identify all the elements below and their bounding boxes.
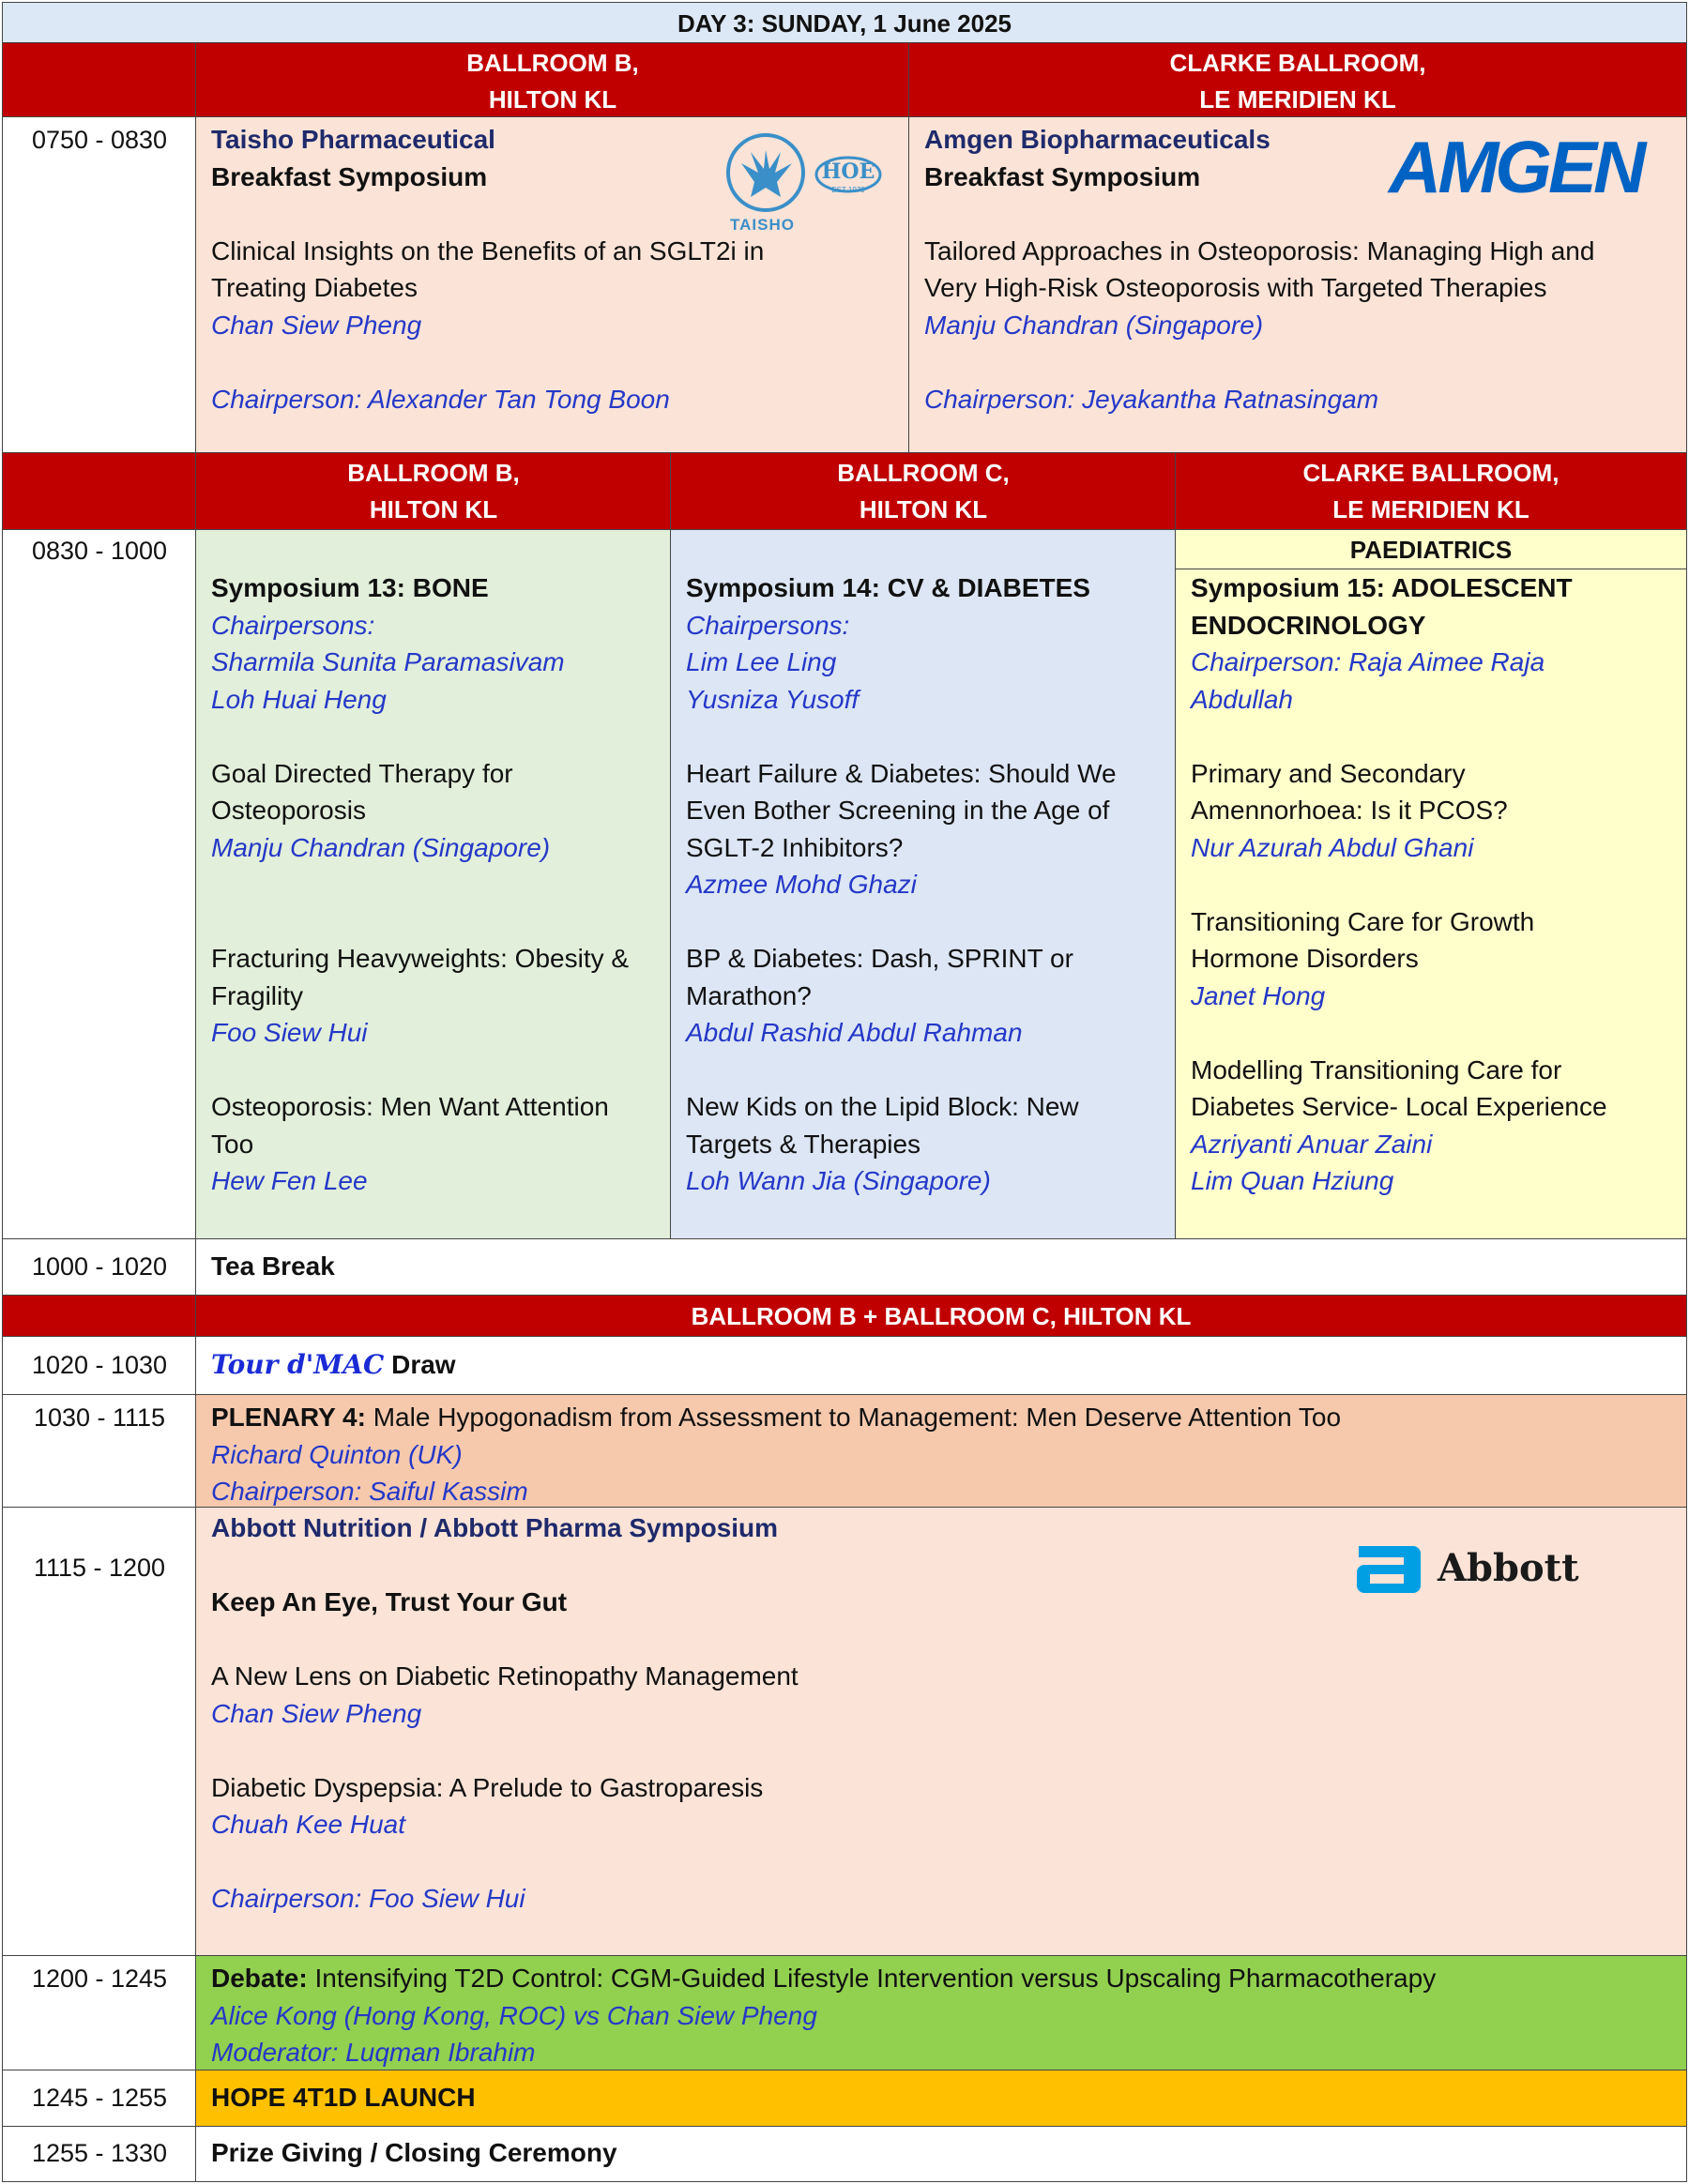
chairperson: Chairperson: Raja Aimee Raja	[1191, 647, 1545, 676]
track-label: PAEDIATRICS	[1349, 536, 1513, 564]
venue-line: CLARKE BALLROOM,	[1302, 459, 1560, 487]
talk-title: BP & Diabetes: Dash, SPRINT or	[686, 944, 1073, 973]
chairperson: Sharmila Sunita Paramasivam	[211, 647, 565, 676]
taisho-logo	[723, 131, 816, 236]
talk-title: Heart Failure & Diabetes: Should We	[686, 758, 1117, 788]
taisho-eagle-icon	[723, 131, 809, 218]
talk-title: Amennorhoea: Is it PCOS?	[1191, 796, 1508, 825]
speaker-name: Nur Azurah Abdul Ghani	[1191, 832, 1474, 862]
venue-header-clarke	[908, 42, 1687, 118]
talk-title: Very High-Risk Osteoporosis with Targeted Therapies	[924, 273, 1547, 302]
speaker-name: Hew Fen Lee	[211, 1166, 368, 1195]
chairperson: Loh Huai Heng	[211, 684, 387, 714]
amgen-logo: AMGEN	[1389, 126, 1643, 208]
speaker-name: Lim Quan Hziung	[1191, 1166, 1394, 1195]
talk-title: Primary and Secondary	[1191, 758, 1466, 788]
venue-header-combined	[195, 1295, 1687, 1338]
debate-label: Debate:	[211, 1964, 308, 1993]
venue-header-blank	[2, 452, 197, 531]
chairperson: Lim Lee Ling	[686, 647, 837, 676]
speaker-name: Richard Quinton (UK)	[211, 1439, 463, 1469]
symposium-14-cv-diabetes	[670, 529, 1177, 1240]
talk-title: Clinical Insights on the Benefits of an SGLT2i in	[211, 235, 765, 265]
tea-break	[195, 1238, 1687, 1297]
chairperson: Yusniza Yusoff	[686, 684, 860, 714]
time-label: 1115 - 1200	[33, 1554, 166, 1582]
talk-title: Transitioning Care for Growth	[1191, 906, 1535, 936]
time-0830	[2, 529, 197, 1240]
hoe-logo-sub: EST 1979	[831, 186, 865, 194]
talk-title: Even Bother Screening in the Age of	[686, 796, 1110, 825]
plenary-title: Male Hypogonadism from Assessment to Management: Men Deserve Attention Too	[373, 1403, 1342, 1432]
venue-line: CLARKE BALLROOM,	[1169, 49, 1426, 77]
draw-label: Draw	[391, 1350, 456, 1379]
speaker-name: Janet Hong	[1191, 980, 1326, 1010]
hope-label: HOPE 4T1D LAUNCH	[211, 2083, 476, 2112]
venue-header-blank	[2, 1295, 197, 1338]
venue-line: LE MERIDIEN KL	[1332, 495, 1529, 523]
plenary-label: PLENARY 4:	[211, 1403, 366, 1432]
talk-title: Modelling Transitioning Care for	[1191, 1054, 1562, 1084]
speaker-name: Manju Chandran (Singapore)	[211, 832, 551, 862]
hoe-logo	[813, 154, 884, 199]
venue-line: BALLROOM B,	[466, 49, 639, 77]
talk-title: Diabetes Service- Local Experience	[1191, 1092, 1607, 1121]
venue-header-blank	[2, 42, 197, 118]
session-type: Breakfast Symposium	[924, 161, 1201, 191]
speaker-name: Manju Chandran (Singapore)	[924, 310, 1264, 340]
venue-header-ballroom-c	[670, 452, 1177, 531]
tea-break-label: Tea Break	[211, 1251, 335, 1281]
venue-line: LE MERIDIEN KL	[1199, 85, 1396, 114]
talk-title: Fracturing Heavyweights: Obesity &	[211, 944, 630, 973]
speaker-name: Chuah Kee Huat	[211, 1810, 406, 1839]
hoe-logo-text: HOE	[821, 159, 875, 184]
session-type: Breakfast Symposium	[211, 161, 488, 191]
symposium-title: ENDOCRINOLOGY	[1191, 610, 1426, 640]
talk-title: Marathon?	[686, 980, 812, 1010]
time-label: 0830 - 1000	[31, 537, 168, 565]
talk-title: A New Lens on Diabetic Retinopathy Management	[211, 1661, 799, 1691]
chairpersons-label: Chairpersons:	[686, 610, 850, 640]
sponsor-name: Taisho Pharmaceutical	[211, 125, 495, 154]
session-theme: Keep An Eye, Trust Your Gut	[211, 1587, 568, 1616]
time-label: 1255 - 1330	[31, 2139, 168, 2167]
venue-line: BALLROOM B + BALLROOM C, HILTON KL	[691, 1302, 1192, 1330]
chairperson: Chairperson: Foo Siew Hui	[211, 1884, 525, 1913]
venue-header-ballroom-b	[195, 452, 672, 531]
tour-dmac-draw	[195, 1336, 1687, 1396]
abbott-logo-text: Abbott	[1438, 1546, 1579, 1590]
speaker-name: Chan Siew Pheng	[211, 1698, 422, 1728]
debate	[195, 1955, 1687, 2071]
time-label: 1000 - 1020	[31, 1252, 168, 1281]
time-1115	[2, 1507, 197, 1957]
symposium-15-adolescent-endocrinology	[1175, 569, 1687, 1240]
talk-title: Osteoporosis	[211, 796, 366, 825]
talk-title: Osteoporosis: Men Want Attention	[211, 1092, 609, 1121]
talk-title: Treating Diabetes	[211, 273, 418, 302]
time-label: 1020 - 1030	[31, 1351, 168, 1379]
chairperson: Chairperson: Jeyakantha Ratnasingam	[924, 384, 1379, 414]
time-1255	[2, 2126, 197, 2182]
speaker-name: Chan Siew Pheng	[211, 310, 422, 340]
sponsor-name: Abbott Nutrition / Abbott Pharma Symposium	[211, 1513, 779, 1542]
talk-title: Targets & Therapies	[686, 1129, 921, 1159]
time-1245	[2, 2070, 197, 2128]
time-label: 1245 - 1255	[31, 2084, 168, 2112]
time-1020	[2, 1336, 197, 1396]
speaker-name: Azmee Mohd Ghazi	[686, 870, 917, 899]
moderator: Moderator: Luqman Ibrahim	[211, 2038, 536, 2067]
talk-title: Goal Directed Therapy for	[211, 758, 513, 788]
time-label: 1200 - 1245	[31, 1964, 168, 1993]
time-1000	[2, 1238, 197, 1297]
speaker-name: Loh Wann Jia (Singapore)	[686, 1166, 991, 1195]
day-header-text: DAY 3: SUNDAY, 1 June 2025	[677, 9, 1012, 38]
sponsor-name: Amgen Biopharmaceuticals	[924, 125, 1271, 154]
day-header	[2, 2, 1687, 43]
time-label: 1030 - 1115	[33, 1403, 166, 1432]
chairpersons-label: Chairpersons:	[211, 610, 375, 640]
talk-title: Fragility	[211, 980, 304, 1010]
closing-label: Prize Giving / Closing Ceremony	[211, 2138, 617, 2167]
chairperson: Chairperson: Saiful Kassim	[211, 1477, 528, 1506]
talk-title: Hormone Disorders	[1191, 944, 1419, 973]
venue-line: HILTON KL	[369, 495, 498, 523]
speaker-name: Abdul Rashid Abdul Rahman	[686, 1018, 1023, 1047]
symposium-title: Symposium 13: BONE	[211, 573, 489, 602]
time-1030	[2, 1394, 197, 1509]
talk-title: Tailored Approaches in Osteoporosis: Managing High and	[924, 235, 1595, 265]
talk-title: Diabetic Dyspepsia: A Prelude to Gastroparesis	[211, 1772, 764, 1802]
venue-line: BALLROOM B,	[347, 459, 520, 487]
abbott-logo	[1351, 1540, 1595, 1599]
speaker-name: Foo Siew Hui	[211, 1018, 368, 1047]
hope-4t1d-launch	[195, 2070, 1687, 2128]
symposium-title: Symposium 15: ADOLESCENT	[1191, 573, 1573, 602]
venue-line: BALLROOM C,	[837, 459, 1010, 487]
closing-ceremony	[195, 2126, 1687, 2182]
chairperson: Abdullah	[1191, 684, 1293, 714]
venue-line: HILTON KL	[859, 495, 988, 523]
abbott-symbol-icon	[1351, 1540, 1426, 1599]
tour-dmac-script: Tour d'MAC	[211, 1349, 385, 1380]
talk-title: Too	[211, 1129, 254, 1159]
symposium-13-bone	[195, 529, 672, 1240]
chairperson: Chairperson: Alexander Tan Tong Boon	[211, 384, 670, 414]
time-1200	[2, 1955, 197, 2071]
debate-title: Intensifying T2D Control: CGM-Guided Lifestyle Intervention versus Upscaling Pharmacotherapy	[314, 1964, 1437, 1993]
venue-header-ballroom-b	[195, 42, 910, 118]
time-0750	[2, 116, 197, 454]
debate-speakers: Alice Kong (Hong Kong, ROC) vs Chan Siew Pheng	[211, 2000, 817, 2030]
paediatrics-track-label	[1175, 529, 1687, 570]
plenary-4	[195, 1394, 1687, 1509]
talk-title: New Kids on the Lipid Block: New	[686, 1092, 1079, 1121]
taisho-logo-text: TAISHO	[730, 216, 795, 234]
venue-line: HILTON KL	[488, 85, 617, 114]
talk-title: SGLT-2 Inhibitors?	[686, 832, 904, 862]
time-label: 0750 - 0830	[31, 126, 168, 154]
venue-header-clarke	[1175, 452, 1687, 531]
speaker-name: Azriyanti Anuar Zaini	[1191, 1129, 1433, 1159]
symposium-title: Symposium 14: CV & DIABETES	[686, 573, 1090, 602]
